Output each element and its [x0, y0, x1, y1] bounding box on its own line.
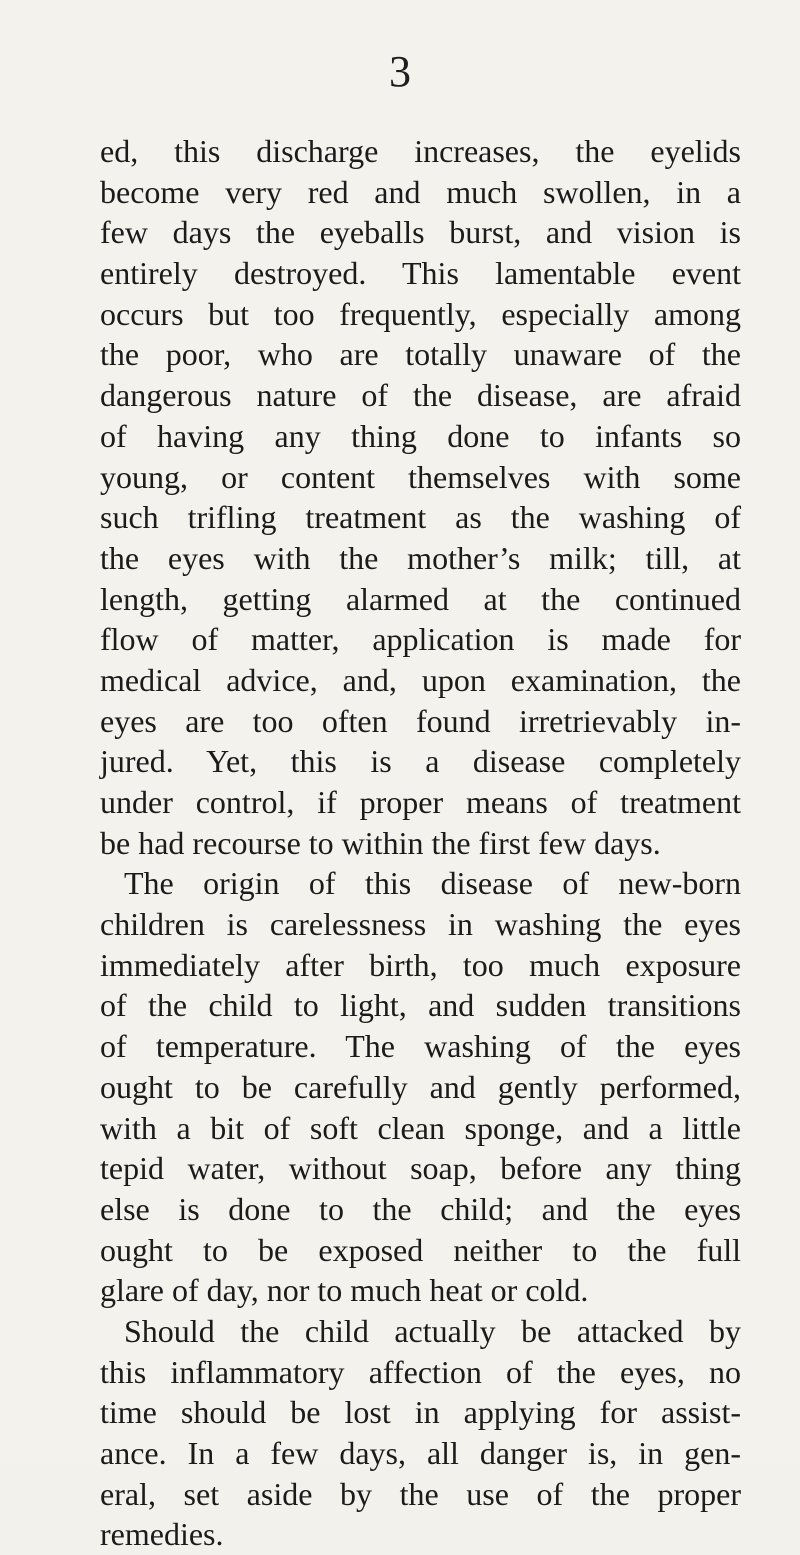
text-line: tepid water, without soap, before any thing: [100, 1150, 741, 1187]
text-line: The origin of this disease of new-born: [124, 865, 741, 902]
text-line: children is carelessness in washing the eyes: [100, 906, 741, 943]
page-number: 3: [389, 47, 411, 96]
text-line: eyes are too often found irretrievably in-: [100, 702, 741, 739]
text-line: such trifling treatment as the washing of: [100, 499, 741, 536]
text-line: eral, set aside by the use of the proper: [100, 1475, 741, 1512]
text-line: under control, if proper means of treatment: [100, 784, 741, 820]
text-line: of having any thing done to infants so: [100, 417, 741, 454]
text-line: remedies.: [100, 1516, 224, 1553]
text-line: time should be lost in applying for assist-: [100, 1394, 741, 1431]
text-line: Should the child actually be attacked by: [124, 1312, 741, 1349]
text-line: the poor, who are totally unaware of the: [100, 336, 741, 373]
text-line: glare of day, nor to much heat or cold.: [100, 1272, 589, 1309]
text-line: of the child to light, and sudden transitions: [100, 987, 741, 1024]
text-line: immediately after birth, too much exposure: [100, 946, 741, 983]
text-line: ed, this discharge increases, the eyelids: [100, 133, 741, 169]
text-line: this inflammatory affection of the eyes, no: [100, 1353, 741, 1390]
text-line: medical advice, and, upon examination, the: [100, 661, 741, 698]
text-line: dangerous nature of the disease, are afraid: [100, 377, 741, 414]
text-line: with a bit of soft clean sponge, and a little: [100, 1109, 741, 1146]
text-line: be had recourse to within the first few days.: [100, 824, 661, 861]
text-line: the eyes with the mother’s milk; till, at: [100, 539, 741, 576]
text-line: else is done to the child; and the eyes: [100, 1190, 741, 1227]
text-line: of temperature. The washing of the eyes: [100, 1028, 741, 1065]
text-line: jured. Yet, this is a disease completely: [100, 743, 741, 780]
text-line: young, or content themselves with some: [100, 458, 741, 495]
text-line: occurs but too frequently, especially among: [100, 295, 741, 332]
text-line: ought to be exposed neither to the full: [100, 1231, 741, 1268]
text-line: ought to be carefully and gently performed,: [100, 1068, 741, 1105]
body-text: [100, 131, 741, 1555]
text-line: length, getting alarmed at the continued: [100, 580, 741, 617]
text-line: entirely destroyed. This lamentable event: [100, 255, 741, 292]
text-line: flow of matter, application is made for: [100, 621, 741, 658]
text-line: become very red and much swollen, in a: [100, 173, 741, 210]
text-line: ance. In a few days, all danger is, in gen-: [100, 1435, 741, 1471]
text-line: few days the eyeballs burst, and vision is: [100, 214, 741, 251]
